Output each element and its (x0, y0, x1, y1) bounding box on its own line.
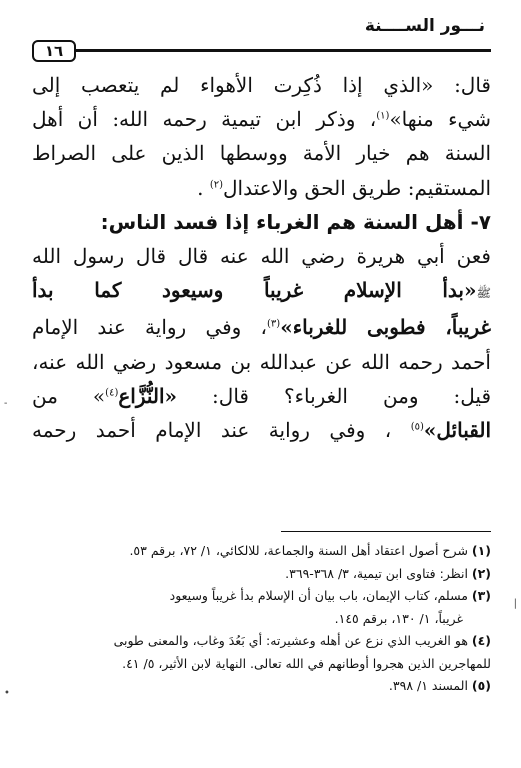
hadith-quote: «بدأ الإسلام غريباً وسيعود كما بدأ (32, 278, 477, 303)
footnotes (32, 540, 491, 698)
section-heading: ٧- أهل السنة هم الغرباء إذا فسد الناس: (100, 209, 491, 234)
running-title: نـــور الســــنة (364, 16, 485, 36)
footnote-number: (١) (471, 543, 491, 558)
footnote-item (32, 675, 491, 698)
text-run: أحمد رحمه الله عن عبدالله بن مسعود رضي الله عنه، (32, 349, 491, 374)
text-run: فعن أبي هريرة رضي الله عنه قال قال رسول الله (32, 244, 491, 269)
text-line (32, 102, 491, 136)
text-run: المستقيم: طريق الحق والاعتدال (223, 175, 491, 200)
hadith-quote: غريباً، فطوبى للغرباء» (280, 315, 491, 340)
header-rule (76, 49, 491, 52)
footnote-text: مسلم، كتاب الإيمان، باب بيان أن الإسلام بدأ غريباً وسيعود (169, 588, 468, 603)
text-line (32, 413, 491, 447)
text-line (32, 171, 491, 205)
scan-speck: - (4, 398, 8, 409)
footnote-text: انظر: فتاوى ابن تيمية، ٣/ ٣٦٨-٣٦٩. (285, 565, 468, 581)
text-run: ، وذكر ابن تيمية رحمه الله: أن أهل (32, 107, 377, 132)
footnote-item (32, 585, 491, 608)
text-run: ، وفي رواية عند الإمام (32, 315, 268, 340)
text-line (32, 136, 491, 170)
scan-speck: | (513, 598, 517, 609)
footnote-ref[interactable]: (٥) (410, 421, 424, 433)
text-line (32, 68, 491, 102)
footnote-number: (٤) (471, 633, 491, 648)
text-line: قيل: ومن الغرباء؟ قال: «النُّزَّاع$^{(٤)}$» من (32, 383, 491, 408)
paragraph-2 (32, 239, 491, 447)
footnote-text: هو الغريب الذي نزع عن أهله وعشيرته: أي بَعُدَ وغاب، والمعنى طوبى (113, 633, 468, 648)
main-text (32, 68, 491, 447)
hadith-quote: القبائل» (423, 418, 491, 443)
footnote-item (32, 540, 491, 563)
footnote-ref[interactable]: (٣) (267, 318, 281, 330)
footnote-text: غريباً، ١/ ١٣٠، برقم ١٤٥. (334, 610, 463, 626)
text-run: السنة هم خيار الأمة ووسطها الذين على الصراط (32, 141, 491, 166)
footnote-continuation (32, 653, 491, 676)
text-run: قيل: ومن الغرباء؟ قال: (212, 383, 491, 408)
footnote-continuation (32, 608, 491, 631)
footnote-item (32, 563, 491, 586)
footnote-separator (281, 531, 491, 532)
text-line (32, 239, 491, 273)
text-line (32, 310, 491, 344)
footnote-text: المسند ١/ ٣٩٨. (388, 678, 468, 693)
salawat-glyph: ﷺ (476, 286, 491, 301)
text-run: من (32, 383, 58, 408)
footnote-number: (٣) (471, 588, 491, 603)
text-line (32, 273, 491, 310)
text-run: . (197, 175, 210, 200)
text-run: ، وفي رواية عند الإمام أحمد رحمه (32, 418, 392, 443)
footnote-number: (٢) (471, 565, 491, 581)
footnote-ref[interactable]: (٢) (209, 178, 224, 190)
page-header (32, 0, 491, 62)
footnote-text: شرح أصول اعتقاد أهل السنة والجماعة، للالكائي، ١/ ٧٢، برقم ٥٣. (129, 543, 468, 558)
text-run: قال: «الذي إذا ذُكِرت الأهواء لم يتعصب إلى (32, 73, 491, 97)
footnote-ref[interactable]: (٤) (105, 387, 119, 399)
hadith-quote: «النُّزَّاع (118, 383, 178, 408)
footnote-ref[interactable]: (١) (376, 110, 390, 122)
page-number: ١٦ (44, 42, 64, 60)
text-line (32, 345, 491, 379)
footnote-number: (٥) (471, 678, 491, 693)
footnote-item (32, 630, 491, 653)
paragraph-1 (32, 68, 491, 205)
page-number-badge (32, 40, 76, 62)
text-run: شيء منها» (389, 107, 491, 132)
scan-speck: • (4, 688, 10, 699)
footnote-text: للمهاجرين الذين هجروا أوطانهم في الله تعالى. النهاية لابن الأثير، ٥/ ٤١. (122, 655, 491, 671)
